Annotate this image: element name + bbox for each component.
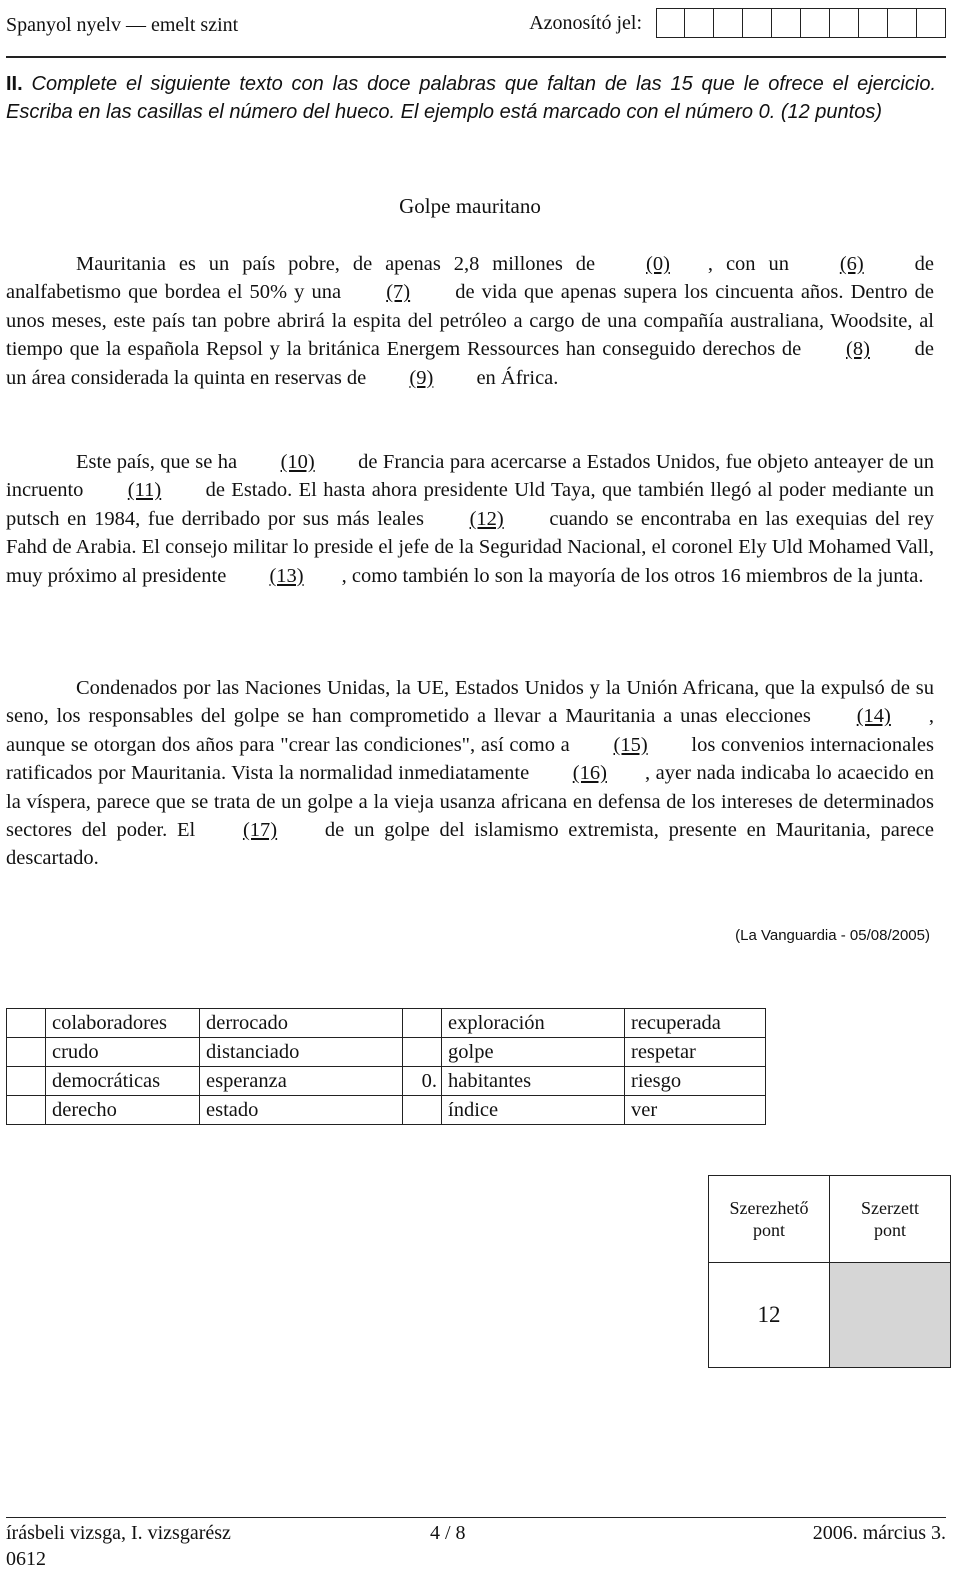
- header-divider: [6, 56, 946, 58]
- id-box[interactable]: [888, 8, 917, 38]
- paragraph-1: Mauritania es un país pobre, de apenas 2,8 millones de (0) , con un (6) de analfabetismo que bordea el 50% y una (7) de vida que apenas supera los cincuenta años. Dentro de unos meses, este país tan pobre abrirá la espita del petróleo a cargo de una compañía australiana, Woodsite, al tiempo que la española Repsol y la británica Energem Ressources han conseguido derechos de (8) de un área considerada la quinta en reservas de (9) en África.: [6, 250, 934, 392]
- answer-number-cell[interactable]: [7, 1038, 46, 1067]
- section-number: II.: [6, 73, 23, 95]
- article-title: Golpe mauritano: [399, 194, 541, 218]
- gap-blank: (11): [127, 479, 162, 502]
- score-table: [708, 1175, 951, 1368]
- source-credit: (La Vanguardia - 05/08/2005): [735, 927, 930, 944]
- gap-blank: (0): [646, 253, 670, 275]
- id-box[interactable]: [743, 8, 772, 38]
- gap-blank: (17): [242, 819, 278, 842]
- word-bank-table: [6, 1008, 766, 1125]
- word-cell: esperanza: [200, 1067, 403, 1096]
- id-box[interactable]: [685, 8, 714, 38]
- word-bank-row: [7, 1038, 766, 1067]
- earned-points-value[interactable]: [830, 1263, 951, 1368]
- id-box[interactable]: [772, 8, 801, 38]
- id-box[interactable]: [656, 8, 685, 38]
- answer-number-cell[interactable]: [7, 1067, 46, 1096]
- gap-blank: (13): [269, 564, 304, 587]
- word-bank-row: [7, 1009, 766, 1038]
- id-box[interactable]: [859, 8, 888, 38]
- answer-number-cell[interactable]: [7, 1096, 46, 1125]
- footer-divider: [6, 1517, 946, 1518]
- footer-exam-part: írásbeli vizsga, I. vizsgarész: [6, 1522, 231, 1544]
- word-cell: respetar: [625, 1038, 766, 1067]
- candidate-id: [529, 8, 946, 38]
- answer-number-cell[interactable]: [403, 1009, 442, 1038]
- word-cell: democráticas: [46, 1067, 200, 1096]
- word-cell: derecho: [46, 1096, 200, 1125]
- exam-code: 0612: [6, 1548, 46, 1570]
- gap-blank: (9): [409, 366, 434, 389]
- max-points-header: Szerezhető pont: [709, 1176, 830, 1263]
- id-box[interactable]: [801, 8, 830, 38]
- word-cell: habitantes: [442, 1067, 625, 1096]
- word-cell: ver: [625, 1096, 766, 1125]
- gap-blank: (6): [839, 253, 864, 275]
- word-cell: golpe: [442, 1038, 625, 1067]
- word-bank-row: [7, 1067, 766, 1096]
- word-cell: estado: [200, 1096, 403, 1125]
- answer-number-cell[interactable]: [403, 1038, 442, 1067]
- word-cell: recuperada: [625, 1009, 766, 1038]
- answer-number-cell[interactable]: [7, 1009, 46, 1038]
- page-header: [6, 8, 946, 42]
- word-cell: colaboradores: [46, 1009, 200, 1038]
- word-cell: crudo: [46, 1038, 200, 1067]
- page-number: 4 / 8: [430, 1522, 466, 1544]
- paragraph-3: Condenados por las Naciones Unidas, la UE, Estados Unidos y la Unión Africana, que la expulsó de su seno, los responsables del golpe se han comprometido a llevar a Mauritania a unas elecciones (14) , aunque se otorgan dos años para "crear las condiciones", así como a (15) los convenios internacionales ratificados por Mauritania. Vista la normalidad inmediatamente (16) , ayer nada indicaba lo acaecido en la víspera, parece que se trata de un golpe a la vieja usanza africana en defensa de los intereses de determinados sectores del poder. El (17) de un golpe del islamismo extremista, presente en Mauritania, parece descartado.: [6, 677, 934, 870]
- gap-blank: (8): [846, 338, 870, 361]
- word-cell: riesgo: [625, 1067, 766, 1096]
- word-cell: derrocado: [200, 1009, 403, 1038]
- exam-date: 2006. március 3.: [812, 1522, 946, 1544]
- id-box[interactable]: [830, 8, 859, 38]
- id-label: Azonosító jel:: [529, 11, 642, 34]
- instruction-text: Complete el siguiente texto con las doce palabras que faltan de las 15 que le ofrece el ejercicio. Escriba en las casillas el número del hueco. El ejemplo está marcado con el número 0. (12 puntos): [6, 73, 936, 123]
- gap-blank: (10): [280, 451, 315, 473]
- word-cell: índice: [442, 1096, 625, 1125]
- gap-blank: (15): [613, 733, 648, 756]
- gap-blank: (16): [572, 762, 607, 785]
- word-cell: distanciado: [200, 1038, 403, 1067]
- gap-blank: (14): [856, 705, 891, 728]
- max-points-value: 12: [709, 1263, 830, 1368]
- id-box[interactable]: [917, 8, 946, 38]
- gap-blank: (12): [469, 507, 504, 530]
- exam-subject: Spanyol nyelv — emelt szint: [6, 14, 239, 36]
- id-boxes: [656, 8, 946, 38]
- gap-blank: (7): [386, 281, 411, 304]
- word-bank-row: [7, 1096, 766, 1125]
- earned-points-header: Szerzett pont: [830, 1176, 951, 1263]
- answer-number-cell[interactable]: 0.: [403, 1067, 442, 1096]
- word-cell: exploración: [442, 1009, 625, 1038]
- paragraph-2: Este país, que se ha (10) de Francia para acercarse a Estados Unidos, fue objeto anteayer de un incruento (11) de Estado. El hasta ahora presidente Uld Taya, que también llegó al poder mediante un putsch en 1984, fue derribado por sus más leales (12) cuando se encontraba en las exequias del rey Fahd de Arabia. El consejo militar lo preside el jefe de la Seguridad Nacional, el coronel Ely Uld Mohamed Vall, muy próximo al presidente (13) , como también lo son la mayoría de los otros 16 miembros de la junta.: [6, 448, 934, 590]
- answer-number-cell[interactable]: [403, 1096, 442, 1125]
- id-box[interactable]: [714, 8, 743, 38]
- task-instructions: [6, 70, 936, 126]
